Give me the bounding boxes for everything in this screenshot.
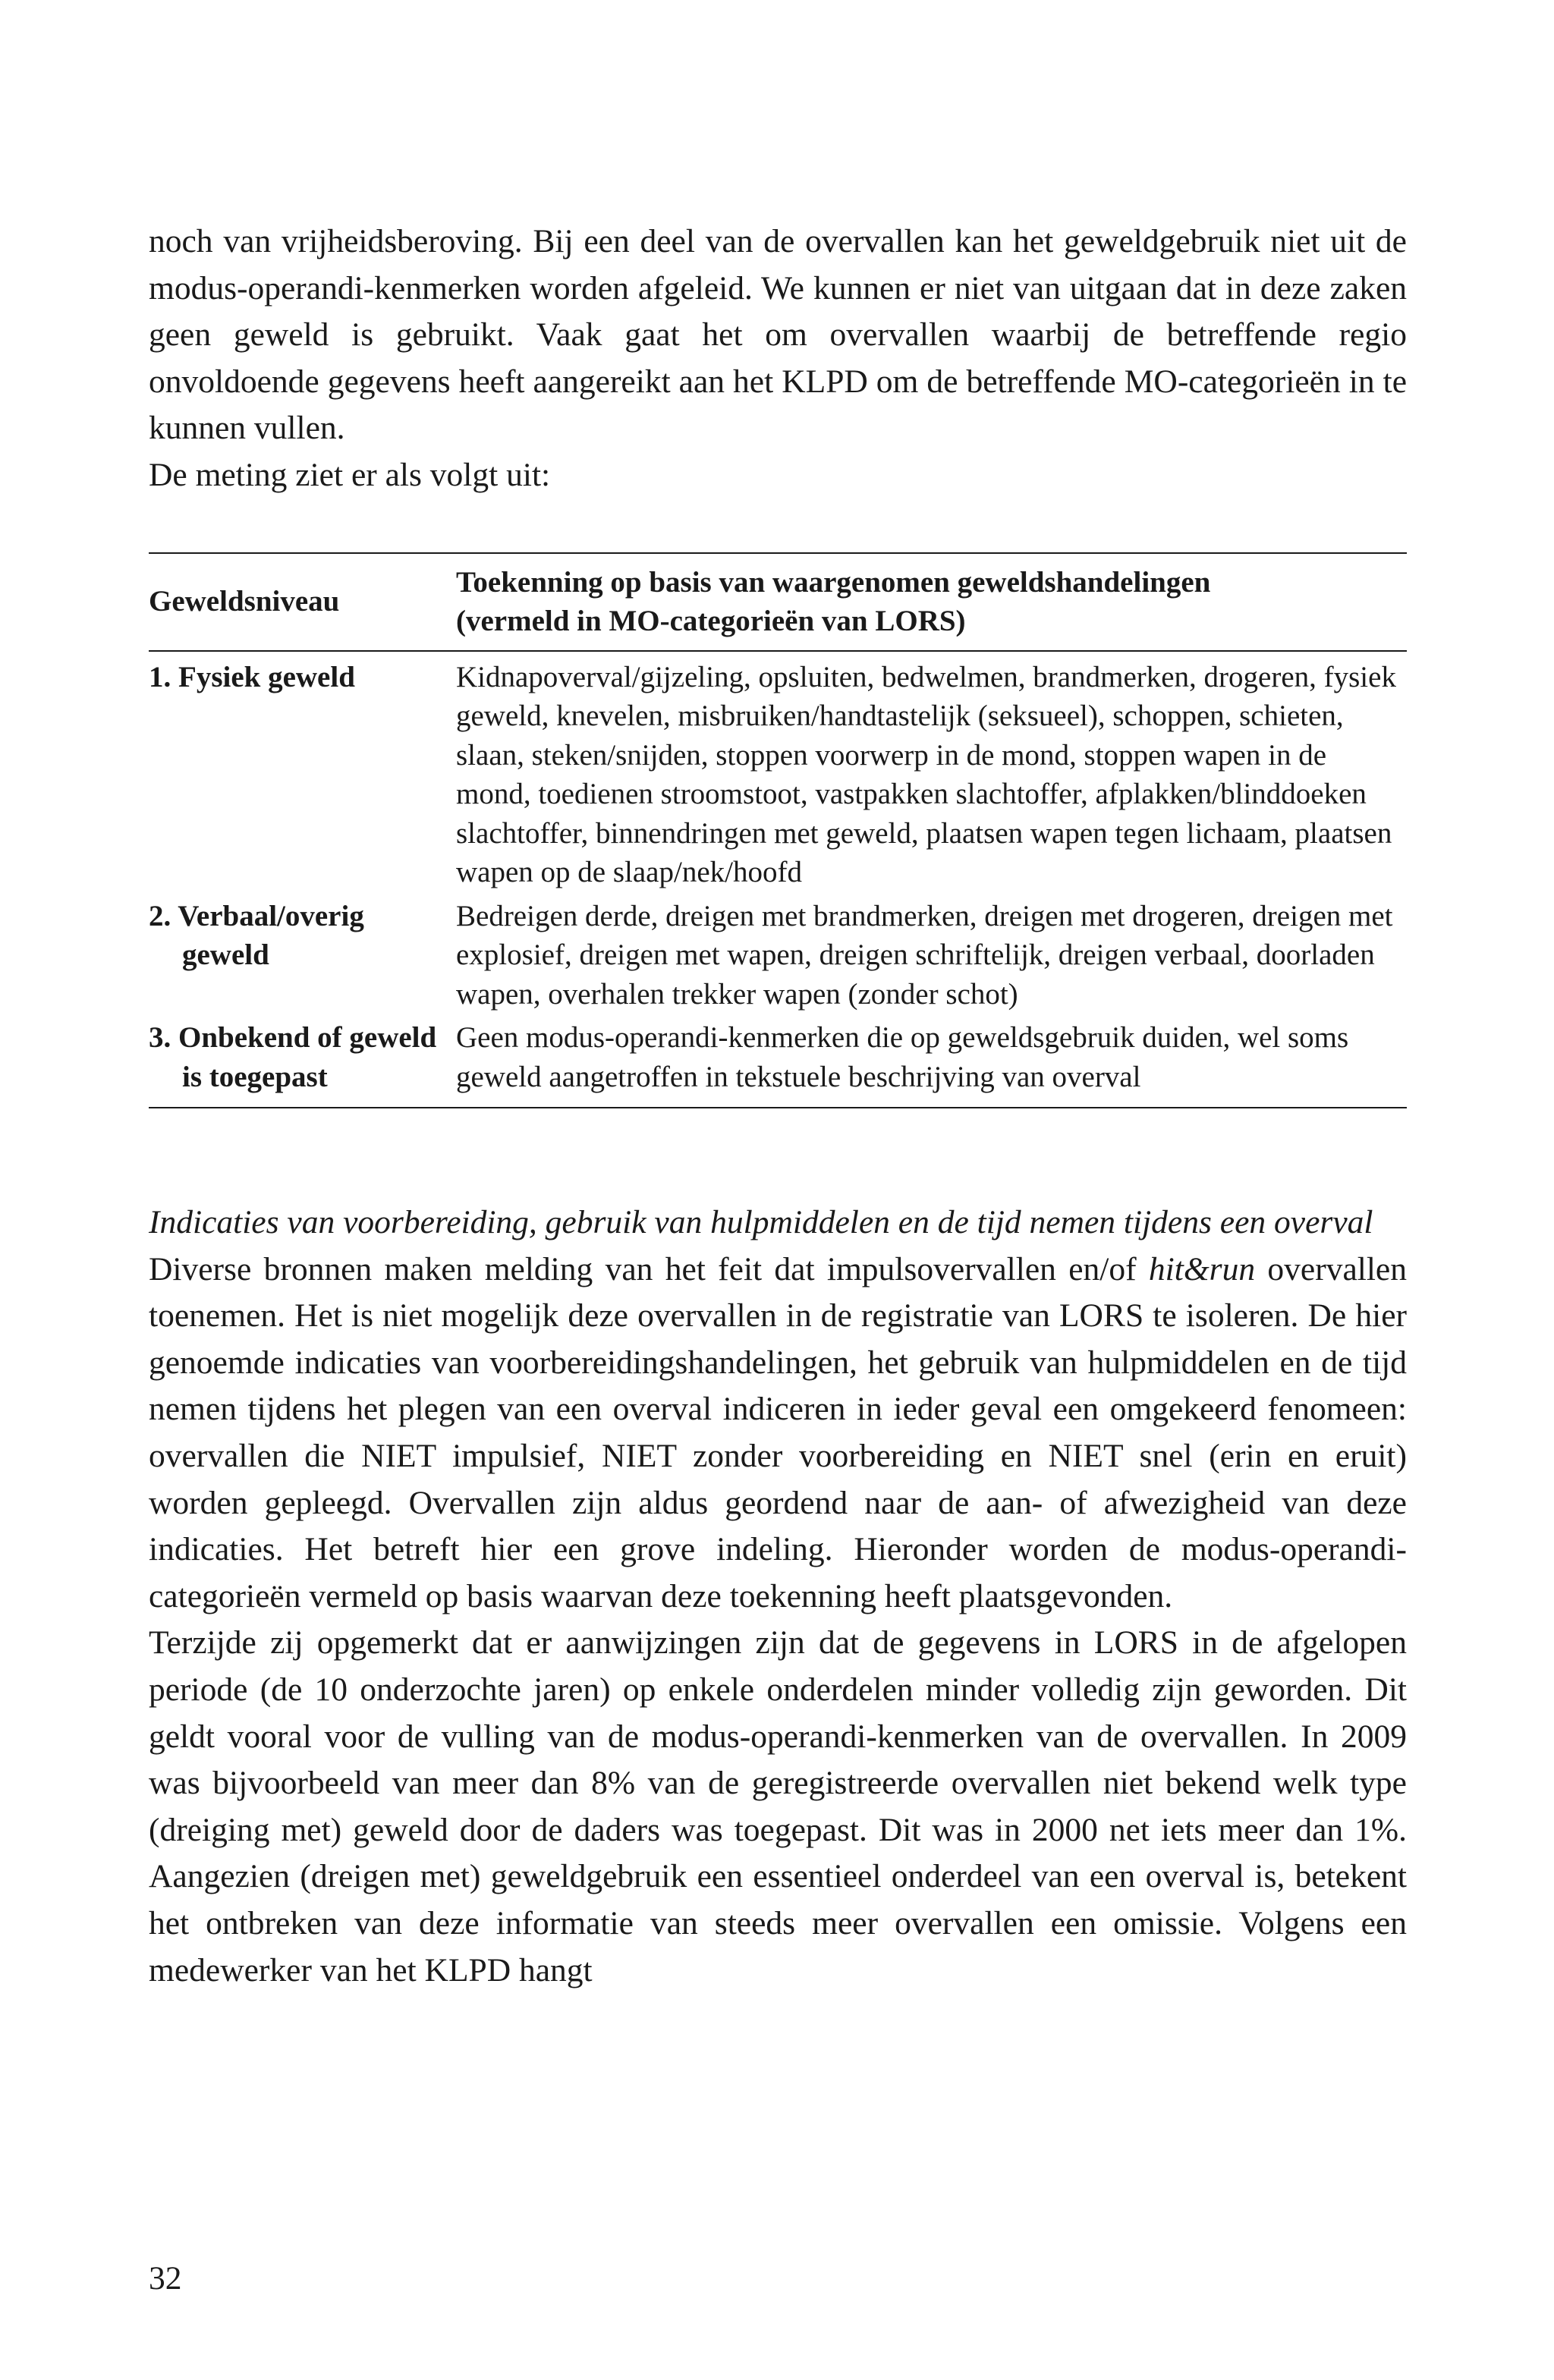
header-assignment-line1: Toekenning op basis van waargenomen geweldshandelingen [456,565,1211,599]
header-assignment [456,553,1407,651]
row-description: Bedreigen derde, dreigen met brandmerken, dreigen met drogeren, dreigen met explosief, dreigen met wapen, dreigen schriftelijk, dreigen verbaal, doorladen wapen, overhalen trekker wapen (zonder schot) [456,899,1393,1011]
row-level [149,1018,456,1108]
table-row [149,1018,1407,1108]
p1-after: overvallen toenemen. Het is niet mogelijk deze overvallen in de registratie van LORS te isoleren. De hier genoemde indicaties van voorbereidingshandelingen, het gebruik van hulpmiddelen en de tijd nemen tijdens het plegen van een overval indiceren in ieder geval een omgekeerd fenomeen: overvallen die NIET impulsief, NIET zonder voorbereiding en NIET snel (erin en eruit) worden gepleegd. Overvallen zijn aldus geordend naar de aan- of afwezigheid van deze indicaties. Het betreft hier een grove indeling. Hieronder worden de modus-operandi-categorieën vermeld op basis waarvan deze toekenning heeft plaatsgevonden. [149,1250,1407,1614]
table-row [149,897,1407,1019]
section-paragraph-2: Terzijde zij opgemerkt dat er aanwijzingen zijn dat de gegevens in LORS in de afgelopen periode (de 10 onderzochte jaren) op enkele onderdelen minder volledig zijn geworden. Dit geldt vooral voor de vulling van de modus-operandi-kenmerken van de overvallen. In 2009 was bijvoorbeeld van meer dan 8% van de geregistreerde overvallen niet bekend welk type (dreiging met) geweld door de daders was toegepast. Dit was in 2000 net iets meer dan 1%. Aangezien (dreigen met) geweldgebruik een essentieel onderdeel van een overval is, betekent het ontbreken van deze informatie van steeds meer overvallen een omissie. Volgens een medewerker van het KLPD hangt [149,1624,1407,1989]
p1-italic-term: hit&run [1148,1250,1256,1287]
violence-level-table [149,552,1407,1109]
row-level-label: 2. Verbaal/overig geweld [149,899,364,972]
section-preparation [149,1199,1407,1994]
table-header-row [149,553,1407,651]
row-level [149,651,456,897]
section-title: Indicaties van voorbereiding, gebruik van hulpmiddelen en de tijd nemen tijdens een overval [149,1204,1373,1241]
row-level [149,897,456,1019]
p1-before: Diverse bronnen maken melding van het feit dat impulsovervallen en/of [149,1250,1149,1287]
intro-lead-in: De meting ziet er als volgt uit: [149,456,551,493]
row-level-label: 3. Onbekend of geweld is toegepast [149,1021,437,1093]
row-description: Geen modus-operandi-kenmerken die op geweldsgebruik duiden, wel soms geweld aangetroffen in tekstuele beschrijving van overval [456,1021,1349,1093]
page-body [149,219,1407,1994]
intro-paragraph: noch van vrijheidsberoving. Bij een deel van de overvallen kan het geweldgebruik niet uit de modus-operandi-kenmerken worden afgeleid. We kunnen er niet van uitgaan dat in deze zaken geen geweld is gebruikt. Vaak gaat het om overvallen waarbij de betreffende regio onvoldoende gegevens heeft aangereikt aan het KLPD om de betreffende MO-categorieën in te kunnen vullen. [149,223,1407,447]
row-level-label: 1. Fysiek geweld [149,660,355,693]
page-number: 32 [149,2260,182,2297]
header-level: Geweldsniveau [149,585,340,618]
header-assignment-line2: (vermeld in MO-categorieën van LORS) [456,605,966,638]
section-paragraph-1 [149,1247,1407,1621]
table-row [149,651,1407,897]
row-description: Kidnapoverval/gijzeling, opsluiten, bedwelmen, brandmerken, drogeren, fysiek geweld, knevelen, misbruiken/handtastelijk (seksueel), schoppen, schieten, slaan, steken/snijden, stoppen voorwerp in de mond, stoppen wapen in de mond, toedienen stroomstoot, vastpakken slachtoffer, afplakken/blinddoeken slachtoffer, binnendringen met geweld, plaatsen wapen tegen lichaam, plaatsen wapen op de slaap/nek/hoofd [456,660,1396,889]
